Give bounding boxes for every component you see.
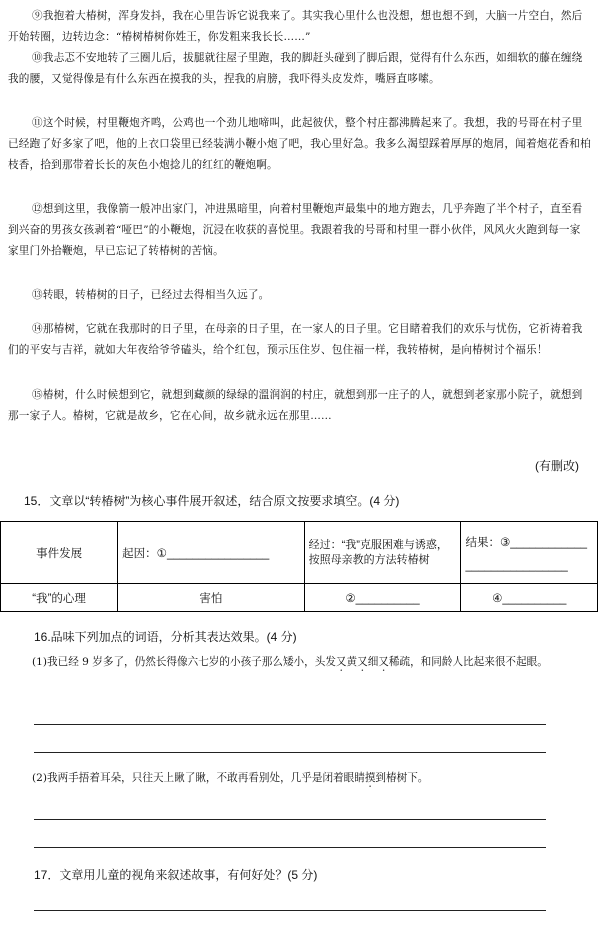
- cell-mood-blank-2[interactable]: ②__________: [304, 584, 461, 612]
- cell-event-development: 事件发展: [1, 522, 118, 584]
- question-16-sentence-2: [8, 768, 591, 790]
- cell-result-blank[interactable]: [461, 522, 598, 584]
- paragraph-14: ⑭那椿树，它就在我那时的日子里，在母亲的日子里，在一家人的日子里。它目睹着我们的欢乐与忧伤，它祈祷着我们的平安与吉祥，就如大年夜给爷爷磕头，给个红包，预示压住岁、包住福一样，我转椿树，是向椿树讨个福乐！: [8, 323, 583, 356]
- cell-afraid: 害怕: [118, 584, 304, 612]
- paragraph-10: ⑩我忐忑不安地转了三圈儿后，拔腿就往屋子里跑，我的脚赶头碰到了脚后跟，觉得有什么东西，如细软的藤在缠绕我的腰，又觉得像是有什么东西在摸我的头，捏我的肩膀，我吓得头皮发炸，嘴唇直哆嗦。: [8, 52, 583, 85]
- s1-word-huang: 黄: [346, 656, 358, 668]
- s1-post: 稀疏，和同龄人比起来很不起眼。: [388, 656, 548, 668]
- answer-line-16-1a[interactable]: [34, 724, 546, 725]
- s1-pre: (1)我已经 9 岁多了，仍然长得像六七岁的小孩子那么矮小，头发: [32, 656, 336, 668]
- question-16-sentence-1: [8, 652, 591, 674]
- result-line-2: ________________: [465, 559, 568, 572]
- answer-line-16-2a[interactable]: [34, 819, 546, 820]
- dotted-word-you-1: 又: [335, 656, 347, 668]
- dotted-word-mo: 摸: [364, 772, 376, 784]
- source-note: (有删改): [535, 459, 579, 473]
- paragraph-9: ⑨我抱着大椿树，浑身发抖，我在心里告诉它说我来了。其实我心里什么也没想，想也想不到，大脑一片空白，然后开始转圈，边转边念：“椿树椿树你姓王，你发粗来我长长……”: [8, 10, 583, 43]
- cell-cause-blank[interactable]: 起因：①________________: [118, 522, 304, 584]
- cell-process: 经过：“我”克服困难与诱惑，按照母亲教的方法转椿树: [304, 522, 461, 584]
- question-15-table: [0, 521, 598, 612]
- dotted-word-you-2: 又: [357, 656, 368, 668]
- s1-word-xi: 细: [367, 656, 379, 668]
- dotted-word-you-3: 又: [378, 656, 389, 668]
- question-17: 17．文章用儿童的视角来叙述故事，有何好处？(5 分): [34, 868, 318, 882]
- paragraph-11: ⑪这个时候，村里鞭炮齐鸣，公鸡也一个劲儿地啼叫，此起彼伏，整个村庄都沸腾起来了。我想，我的号哥在村子里已经跑了好多家了吧，他的上衣口袋里已经装满小鞭小炮了吧，我心里好急。我多么渴望踩着厚厚的炮屑，闻着炮花香和柏枝香，拾到那带着长长的灰色小炮捻儿的红红的鞭炮啊。: [8, 117, 591, 171]
- cell-mood-blank-4[interactable]: ④__________: [461, 584, 598, 612]
- result-line-1: 结果：③____________: [465, 536, 588, 549]
- paragraph-12: ⑫想到这里，我像箭一般冲出家门，冲进黑暗里，向着村里鞭炮声最集中的地方跑去，几乎奔跑了半个村子，直至看到兴奋的男孩女孩剥着“哑巴”的小鞭炮，沉浸在收获的喜悦里。我跟着我的号哥和村里一群小伙伴，风风火火跑到每一家家里门外拾鞭炮，早已忘记了转椿树的苦恼。: [8, 203, 583, 257]
- question-15: 15．文章以“转椿树”为核心事件展开叙述，结合原文按要求填空。(4 分): [24, 494, 400, 508]
- paragraph-15: ⑮椿树，什么时候想到它，就想到藏颜的绿绿的溫润润的村庄，就想到那一庄子的人，就想到老家那小院子，就想到那一家子人。椿树，它就是故乡，它在心间，故乡就永远在那里……: [8, 389, 583, 422]
- cell-my-mood: “我”的心理: [1, 584, 118, 612]
- paragraph-13: ⑬转眼，转椿树的日子，已经过去得相当久远了。: [32, 289, 270, 301]
- s2-pre: (2)我两手捂着耳朵，只往天上瞅了瞅，不敢再看别处，几乎是闭着眼睛: [32, 772, 365, 784]
- answer-line-17[interactable]: [34, 910, 546, 911]
- answer-line-16-1b[interactable]: [34, 752, 546, 753]
- answer-line-16-2b[interactable]: [34, 847, 546, 848]
- question-16: 16.品味下列加点的词语，分析其表达效果。(4 分): [34, 630, 297, 644]
- s2-post: 到椿树下。: [375, 772, 429, 784]
